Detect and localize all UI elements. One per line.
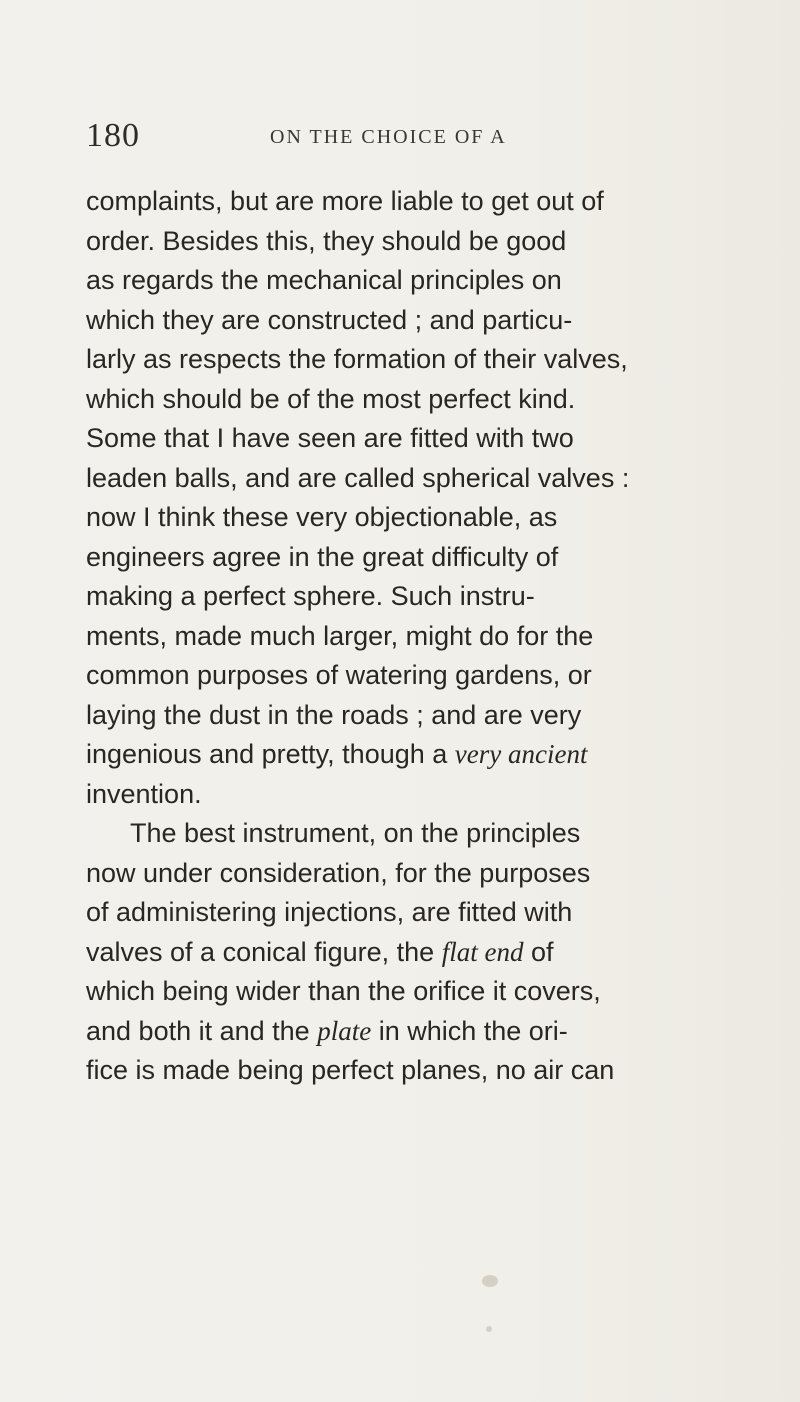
text-line: larly as respects the formation of their valves,	[86, 344, 628, 374]
italic-text: flat end	[441, 936, 524, 967]
text-line	[86, 735, 746, 775]
text-segment: of	[523, 936, 554, 967]
page-number: 180	[86, 117, 140, 154]
text-line: of administering injections, are fitted with	[86, 897, 573, 927]
italic-text: plate	[317, 1015, 372, 1046]
text-line	[86, 1012, 746, 1052]
text-line: as regards the mechanical principles on	[86, 265, 562, 295]
text-line: invention.	[86, 778, 202, 809]
text-line: complaints, but are more liable to get out of	[86, 186, 604, 216]
text-line: now I think these very objectionable, as	[86, 502, 558, 532]
text-line: engineers agree in the great difficulty of	[86, 541, 559, 572]
text-line: ments, made much larger, might do for the	[86, 620, 594, 651]
text-line: fice is made being perfect planes, no air can	[86, 1055, 615, 1085]
paper-speck	[486, 1326, 492, 1332]
text-line: common purposes of watering gardens, or	[86, 660, 592, 690]
text-line: laying the dust in the roads ; and are very	[86, 699, 582, 730]
text-line: making a perfect sphere. Such instru-	[86, 581, 535, 611]
text-line: which should be of the most perfect kind.	[86, 383, 576, 414]
paragraph-start-line: The best instrument, on the principles	[130, 818, 581, 848]
text-line: now under consideration, for the purposes	[86, 857, 591, 888]
text-segment: ingenious and pretty, though a	[86, 739, 455, 769]
body-text	[86, 182, 746, 1091]
text-line: order. Besides this, they should be good	[86, 225, 567, 256]
text-segment: and both it and the	[86, 1015, 318, 1046]
running-head: ON THE CHOICE OF A	[270, 126, 507, 148]
paper-speck	[482, 1275, 498, 1287]
text-segment: valves of a conical figure, the	[86, 936, 442, 967]
text-line: leaden balls, and are called spherical valves :	[86, 462, 630, 493]
text-line: Some that I have seen are fitted with two	[86, 423, 574, 453]
italic-text: very ancient	[454, 739, 588, 769]
text-line: which they are constructed ; and particu-	[86, 304, 573, 335]
text-line	[86, 933, 746, 973]
text-line: which being wider than the orifice it covers,	[86, 976, 601, 1006]
text-segment: in which the ori-	[371, 1015, 568, 1046]
